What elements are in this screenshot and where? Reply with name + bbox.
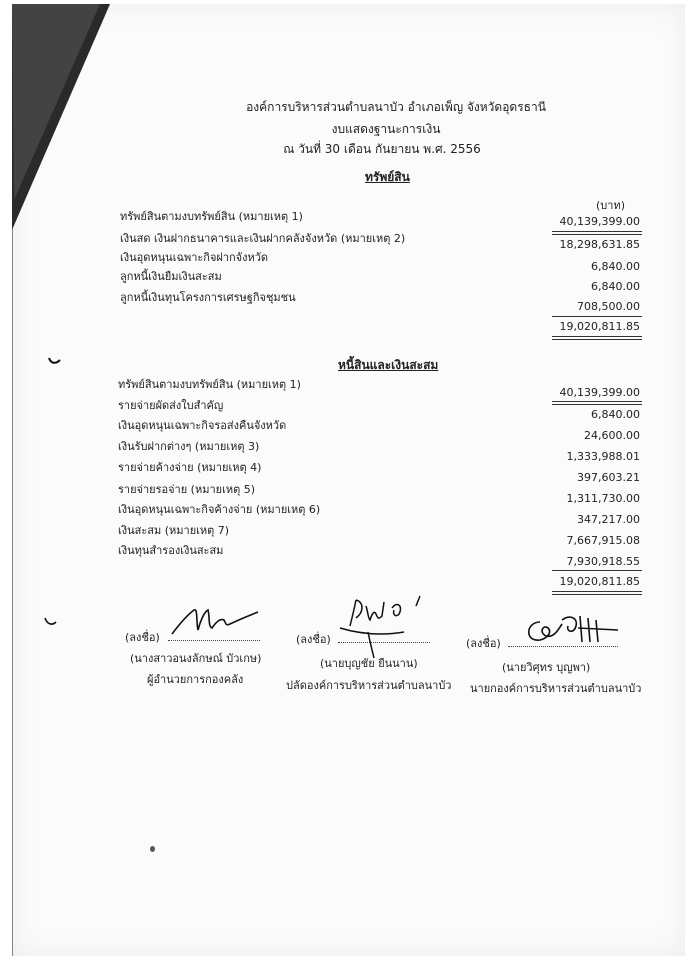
liability-row-value: 24,600.00 [584, 429, 640, 442]
subtotal-line [552, 570, 642, 571]
asset-row-label: ลูกหนี้เงินยืมเงินสะสม [120, 270, 222, 283]
signer-name: (นายวิศุทร บุญพา) [502, 661, 591, 674]
sign-label: (ลงชื่อ) [466, 637, 501, 650]
asset-row-label: เงินสด เงินฝากธนาคารและเงินฝากคลังจังหวัด (หมายเหตุ 2) [120, 232, 406, 245]
liability-row-label: รายจ่ายผัดส่งใบสำคัญ [118, 399, 224, 412]
signature-image [168, 600, 263, 642]
double-underline [552, 401, 642, 405]
asset-row-label: ลูกหนี้เงินทุนโครงการเศรษฐกิจชุมชน [120, 291, 296, 304]
liability-row-label: เงินอุดหนุนเฉพาะกิจค้างจ่าย (หมายเหตุ 6) [118, 503, 321, 516]
liability-row-value: 397,603.21 [577, 471, 640, 484]
signer-name: (นางสาวอนงลักษณ์ บัวเกษ) [130, 652, 262, 665]
assets-section-title: ทรัพย์สิน [365, 170, 410, 184]
asset-row-value: 40,139,399.00 [559, 215, 640, 228]
double-underline [552, 591, 642, 595]
liability-row-label: เงินทุนสำรองเงินสะสม [118, 544, 224, 557]
sign-label: (ลงชื่อ) [296, 633, 331, 646]
double-underline [552, 336, 642, 340]
liability-row-label: รายจ่ายค้างจ่าย (หมายเหตุ 4) [118, 461, 262, 474]
signer-position: ผู้อำนวยการกองคลัง [147, 673, 244, 686]
signature-image [330, 592, 445, 662]
asset-row-value: 6,840.00 [591, 280, 640, 293]
liability-row-value: 347,217.00 [577, 513, 640, 526]
liability-row-label: เงินรับฝากต่างๆ (หมายเหตุ 3) [118, 440, 260, 453]
asset-row-label: เงินอุดหนุนเฉพาะกิจฝากจังหวัด [120, 251, 269, 264]
liability-row-value: 40,139,399.00 [559, 386, 640, 399]
subtotal-line [552, 316, 642, 317]
scan-mark [48, 356, 62, 366]
asset-row-value: 18,298,631.85 [559, 238, 640, 251]
liability-row-label: เงินอุดหนุนเฉพาะกิจรอส่งคืนจังหวัด [118, 419, 287, 432]
double-underline [552, 231, 642, 235]
date-line: ณ วันที่ 30 เดือน กันยายน พ.ศ. 2556 [283, 142, 481, 156]
liability-row-value: 7,667,915.08 [566, 534, 640, 547]
liabilities-section-title: หนี้สินและเงินสะสม [338, 358, 439, 372]
org-header-line: องค์การบริหารส่วนตำบลนาบัว อำเภอเพ็ญ จังหวัดอุดรธานี [246, 100, 546, 114]
liability-row-value: 1,311,730.00 [566, 492, 640, 505]
asset-row-value: 6,840.00 [591, 260, 640, 273]
unit-label: (บาท) [596, 199, 625, 212]
sign-label: (ลงชื่อ) [125, 631, 160, 644]
liabilities-total-value: 19,020,811.85 [559, 575, 640, 588]
assets-total-value: 19,020,811.85 [559, 320, 640, 333]
asset-row-label: ทรัพย์สินตามงบทรัพย์สิน (หมายเหตุ 1) [120, 210, 303, 223]
signature-image [518, 608, 628, 652]
liability-row-value: 7,930,918.55 [566, 555, 640, 568]
scan-speck [150, 846, 155, 852]
document-title: งบแสดงฐานะการเงิน [331, 122, 441, 136]
signer-position: ปลัดองค์การบริหารส่วนตำบลนาบัว [286, 679, 452, 692]
liability-row-label: เงินสะสม (หมายเหตุ 7) [118, 524, 230, 537]
liability-row-label: ทรัพย์สินตามงบทรัพย์สิน (หมายเหตุ 1) [118, 378, 301, 391]
asset-row-value: 708,500.00 [577, 300, 640, 313]
liability-row-value: 1,333,988.01 [566, 450, 640, 463]
signer-position: นายกองค์การบริหารส่วนตำบลนาบัว [470, 682, 642, 695]
liability-row-label: รายจ่ายรอจ่าย (หมายเหตุ 5) [118, 483, 256, 496]
signer-name: (นายบุญชัย ยืนนาน) [320, 657, 418, 670]
liability-row-value: 6,840.00 [591, 408, 640, 421]
scan-mark [44, 616, 58, 628]
